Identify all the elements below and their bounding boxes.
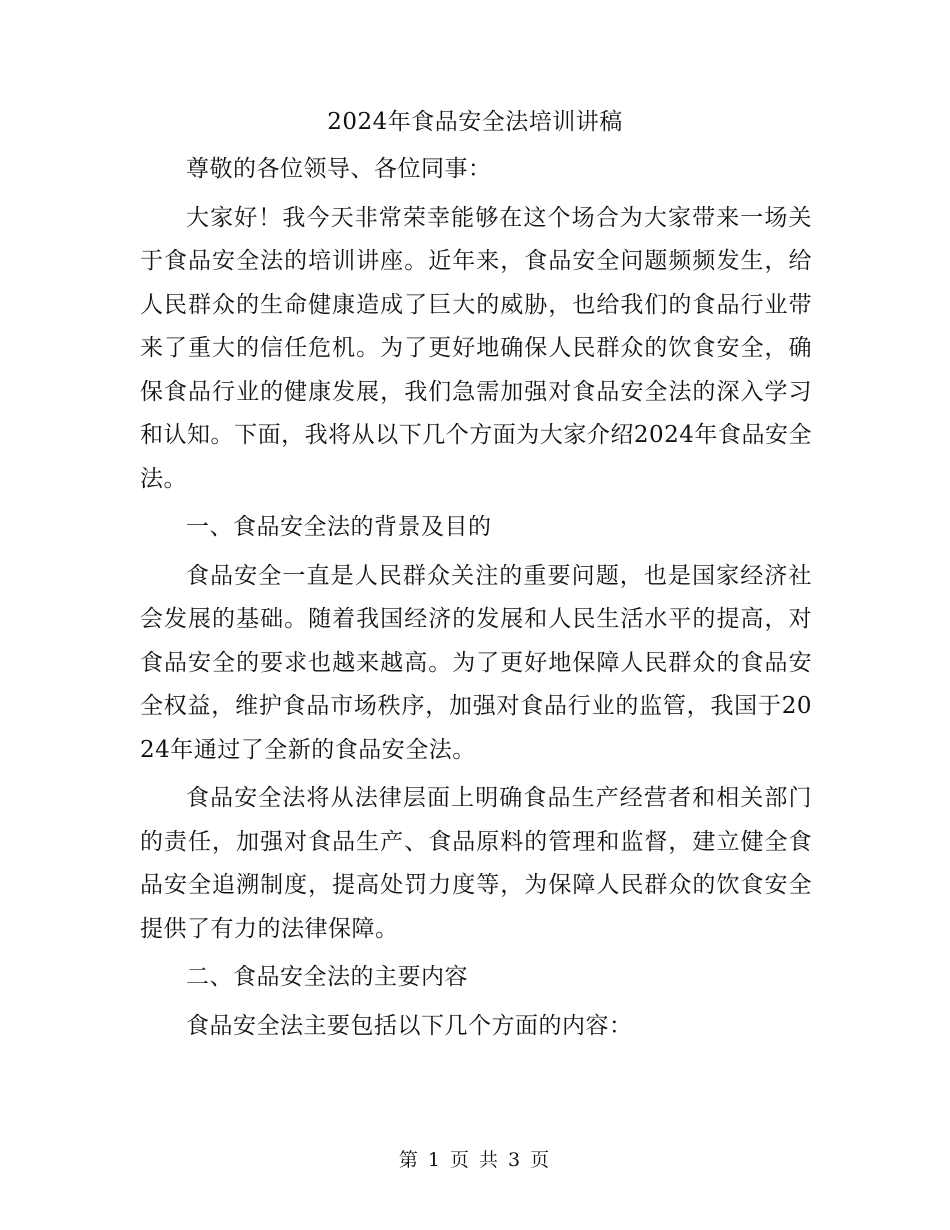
content-intro-paragraph: 食品安全法主要包括以下几个方面的内容： [186,1012,633,1039]
purpose-paragraph: 食品安全法将从法律层面上明确食品生产经营者和相关部门的责任，加强对食品生产、食品原料的管理和监督，建立健全食品安全追溯制度，提高处罚力度等，为保障人民群众的饮食安全提供了有力的法律保障。 [140,785,812,942]
section-heading-1: 一、食品安全法的背景及目的 [186,514,492,540]
section-heading-2: 二、食品安全法的主要内容 [186,964,468,990]
salutation: 尊敬的各位领导、各位同事： [186,156,492,182]
intro-paragraph: 大家好！我今天非常荣幸能够在这个场合为大家带来一场关于食品安全法的培训讲座。近年来，食品安全问题频频发生，给人民群众的生命健康造成了巨大的威胁，也给我们的食品行业带来了重大的信任危机。为了更好地确保人民群众的饮食安全，确保食品行业的健康发展，我们急需加强对食品安全法的深入学习和认知。下面，我将从以下几个方面为大家介绍2024年食品安全法。 [140,204,812,492]
page-number: 第 1 页 共 3 页 [398,1149,552,1171]
document-title: 2024年食品安全法培训讲稿 [327,109,623,135]
background-paragraph: 食品安全一直是人民群众关注的重要问题，也是国家经济社会发展的基础。随着我国经济的发展和人民生活水平的提高，对食品安全的要求也越来越高。为了更好地保障人民群众的食品安全权益，维护食品市场秩序，加强对食品行业的监管，我国于2024年通过了全新的食品安全法。 [140,562,812,763]
document-body [140,148,812,1053]
